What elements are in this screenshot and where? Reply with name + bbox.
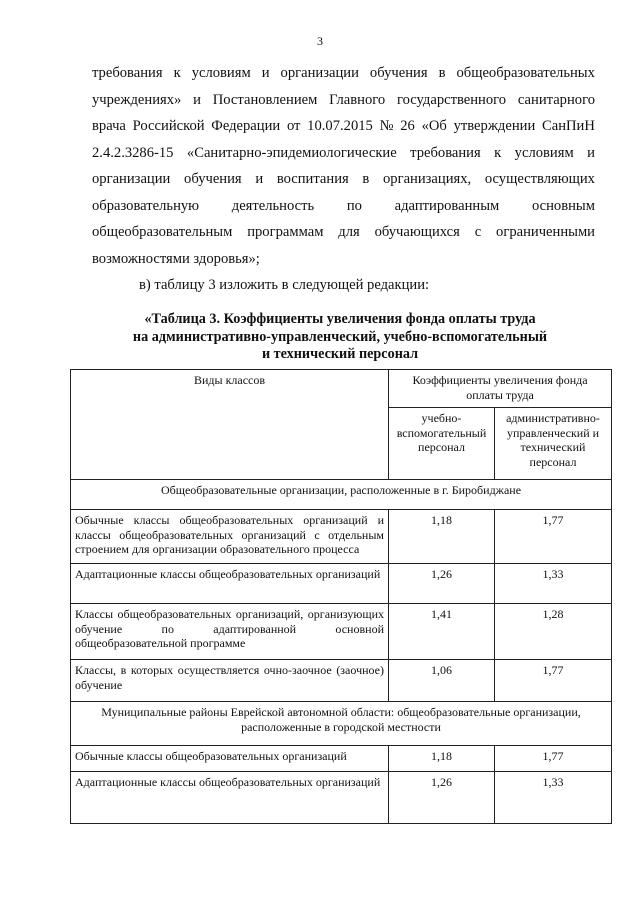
- table-row: [71, 604, 612, 660]
- value-support: 1,06: [389, 660, 495, 702]
- value-support: 1,18: [389, 746, 495, 772]
- row-label: Адаптационные классы общеобразовательных организаций: [71, 564, 389, 604]
- section-municipal-districts: Муниципальные районы Еврейской автономной области: общеобразовательные организации, расположенные в городской местности: [71, 702, 612, 746]
- row-label: Адаптационные классы общеобразовательных организаций: [71, 772, 389, 824]
- paragraph-line: врача Российской Федерации от 10.07.2015 № 26 «Об утверждении СанПиН: [92, 118, 595, 134]
- col-header-class-types: Виды классов: [71, 370, 389, 480]
- value-support: 1,41: [389, 604, 495, 660]
- value-support: 1,18: [389, 510, 495, 564]
- col-header-admin-staff: административно-управленческий и технический персонал: [495, 408, 612, 480]
- value-admin: 1,77: [495, 510, 612, 564]
- value-support: 1,26: [389, 772, 495, 824]
- col-header-support-staff: учебно-вспомогательный персонал: [389, 408, 495, 480]
- paragraph-line: организации обучения и воспитания в организациях, осуществляющих: [92, 171, 595, 187]
- value-admin: 1,33: [495, 772, 612, 824]
- coefficients-table: [70, 369, 612, 824]
- col-header-coefficients: Коэффициенты увеличения фонда оплаты труда: [389, 370, 612, 408]
- table-row: [71, 510, 612, 564]
- section-birobidzhan: Общеобразовательные организации, расположенные в г. Биробиджане: [71, 480, 612, 510]
- row-label: Классы общеобразовательных организаций, организующих обучение по адаптированной основной общеобразовательной программе: [71, 604, 389, 660]
- value-admin: 1,77: [495, 746, 612, 772]
- paragraph-line: 2.4.2.3286-15 «Санитарно-эпидемиологические требования к условиям и: [92, 144, 595, 161]
- value-admin: 1,28: [495, 604, 612, 660]
- table-header-row: [71, 370, 612, 408]
- body-paragraph: [92, 60, 595, 299]
- value-admin: 1,33: [495, 564, 612, 604]
- paragraph-line: учреждениях» и Постановлением Главного государственного санитарного: [92, 91, 595, 108]
- row-label: Обычные классы общеобразовательных организаций и классы общеобразовательных организаций с отдельным строением для организации образовательного процесса: [71, 510, 389, 564]
- table-section-row: [71, 480, 612, 510]
- table-row: [71, 746, 612, 772]
- table-row: [71, 564, 612, 604]
- value-admin: 1,77: [495, 660, 612, 702]
- table-title-line: на административно-управленческий, учебно-вспомогательный: [132, 328, 548, 345]
- table-section-row: [71, 702, 612, 746]
- value-support: 1,26: [389, 564, 495, 604]
- page-number: 3: [317, 34, 323, 48]
- table-title: [70, 311, 610, 364]
- instruction-line: в) таблицу 3 изложить в следующей редакции:: [139, 277, 430, 293]
- paragraph-line: общеобразовательным программам для обучающихся с ограниченными: [92, 224, 595, 240]
- row-label: Классы, в которых осуществляется очно-заочное (заочное) обучение: [71, 660, 389, 702]
- paragraph-line: возможностями здоровья»;: [92, 250, 260, 267]
- paragraph-line: образовательную деятельность по адаптированным основным: [92, 197, 595, 214]
- table-title-line: «Таблица 3. Коэффициенты увеличения фонда оплаты труда: [144, 311, 536, 327]
- table-title-line: и технический персонал: [261, 346, 419, 362]
- table-row: [71, 772, 612, 824]
- paragraph-line: требования к условиям и организации обучения в общеобразовательных: [92, 65, 595, 81]
- row-label: Обычные классы общеобразовательных организаций: [71, 746, 389, 772]
- table-row: [71, 660, 612, 702]
